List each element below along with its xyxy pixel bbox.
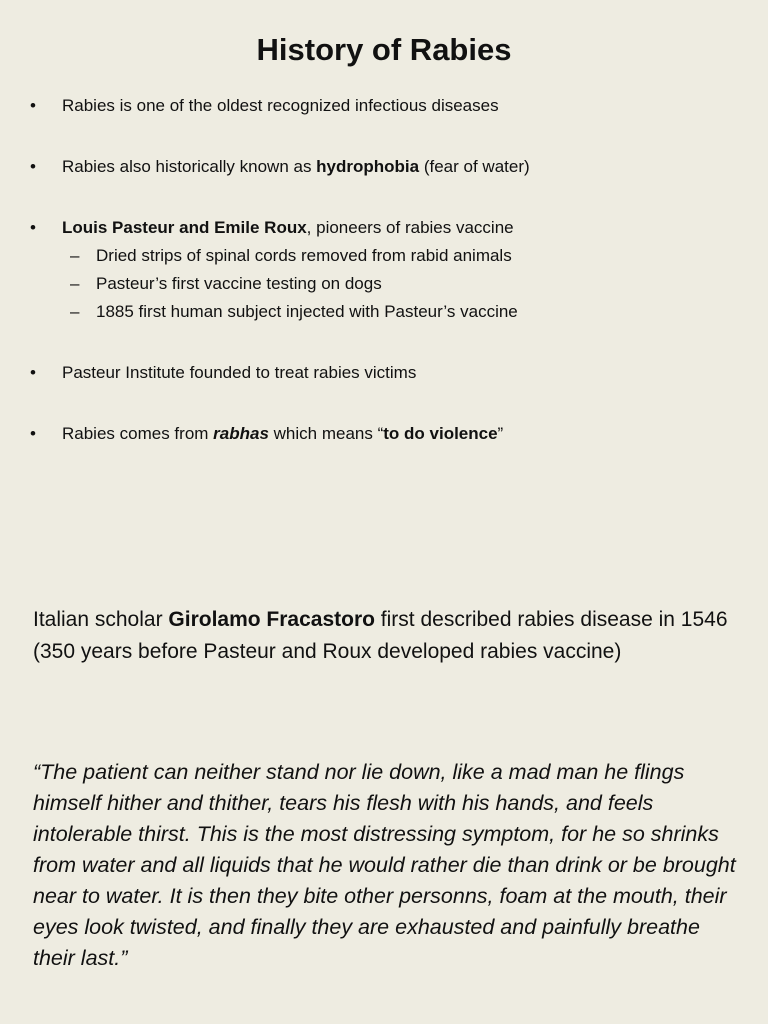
scholar-paragraph [33, 604, 743, 668]
bullet-marker: • [30, 363, 36, 382]
scholar-text-pre: Italian scholar [33, 608, 169, 631]
sub-bullet-text: Pasteur’s first vaccine testing on dogs [96, 274, 382, 293]
sub-bullet-item [30, 242, 750, 270]
bullet-item [30, 214, 750, 242]
bullet-item [30, 153, 750, 181]
bullet-text-bold: hydrophobia [316, 157, 420, 176]
bullet-text-post: (fear of water) [419, 157, 530, 176]
sub-bullet-marker: – [70, 246, 80, 265]
bullet-text: Pasteur Institute founded to treat rabies victims [62, 363, 417, 382]
bullet-item [30, 92, 750, 120]
bullet-text-bold: Louis Pasteur and Emile Roux [62, 218, 307, 237]
sub-bullet-text: Dried strips of spinal cords removed from rabid animals [96, 246, 512, 265]
bullet-text-bold-italic: rabhas [213, 424, 269, 443]
sub-bullet-text: 1885 first human subject injected with Pasteur’s vaccine [96, 302, 518, 321]
sub-bullet-marker: – [70, 274, 80, 293]
sub-bullet-item [30, 298, 750, 326]
bullet-text-pre: Rabies comes from [62, 424, 214, 443]
sub-bullet-marker: – [70, 302, 80, 321]
quote-paragraph: “The patient can neither stand nor lie down, like a mad man he flings himself hither and thither, tears his flesh with his hands, and feels intolerable thirst. This is the most distressing symptom, for he so shrinks from water and all liquids that he would rather die than drink or be brought near to water. It is then they bite other personns, foam at the mouth, their eyes look twisted, and finally they are exhausted and painfully breathe their last.” [33, 760, 736, 970]
bullet-text-mid: which means “ [268, 424, 384, 443]
scholar-name: Girolamo Fracastoro [168, 608, 375, 631]
bullet-item [30, 420, 750, 448]
bullet-text-post: , pioneers of rabies vaccine [306, 218, 514, 237]
sub-bullet-item [30, 270, 750, 298]
bullet-marker: • [30, 424, 36, 443]
bullet-marker: • [30, 96, 36, 115]
bullet-item [30, 359, 750, 387]
bullet-list [30, 92, 750, 448]
bullet-marker: • [30, 157, 36, 176]
scholar-text-post: first described rabies disease in 1546 (350 years before Pasteur and Roux developed rabies vaccine) [33, 608, 728, 663]
bullet-text-pre: Rabies also historically known as [62, 157, 317, 176]
bullet-marker: • [30, 218, 36, 237]
slide-title: History of Rabies [256, 32, 512, 67]
bullet-text: Rabies is one of the oldest recognized infectious diseases [62, 96, 499, 115]
bullet-text-post: ” [497, 424, 504, 443]
bullet-text-bold: to do violence [383, 424, 498, 443]
